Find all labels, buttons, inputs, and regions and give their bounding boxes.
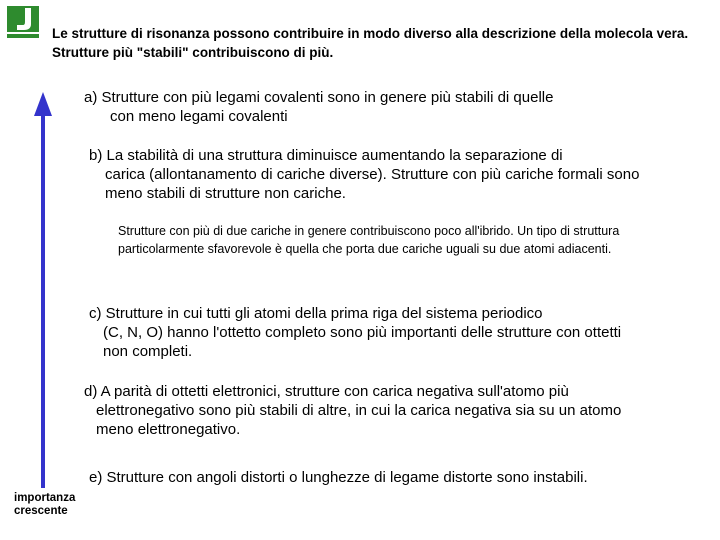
importance-label-line1: importanza <box>14 492 76 504</box>
university-logo <box>5 4 41 40</box>
rule-b <box>89 146 649 203</box>
rule-d-line1: d) A parità di ottetti elettronici, strutture con carica negativa sull'atomo più <box>84 383 569 400</box>
rule-a-line1: a) Strutture con più legami covalenti sono in genere più stabili di quelle <box>84 89 554 106</box>
rule-c-rest: (C, N, O) hanno l'ottetto completo sono più importanti delle strutture con ottetti non completi. <box>103 324 622 360</box>
rule-b-line1: b) La stabilità di una struttura diminuisce aumentando la separazione di <box>89 147 563 164</box>
rule-c <box>89 304 649 361</box>
rule-c-line1: c) Strutture in cui tutti gli atomi della prima riga del sistema periodico <box>89 305 543 322</box>
note-text: Strutture con più di due cariche in genere contribuiscono poco all'ibrido. Un tipo di struttura particolarmente sfavorevole è quella che porta due cariche uguali su due atomi adiacenti. <box>118 224 620 256</box>
rule-d <box>84 382 669 439</box>
rule-e-line1: e) Strutture con angoli distorti o lunghezze di legame distorte sono instabili. <box>89 469 588 486</box>
rule-a-rest: con meno legami covalenti <box>110 108 288 125</box>
rule-d-rest: elettronegativo sono più stabili di altre, in cui la carica negativa sia su un atomo meno elettronegativo. <box>96 402 622 438</box>
rule-a <box>84 88 654 126</box>
importance-label <box>14 492 75 518</box>
rule-e <box>89 468 709 487</box>
rule-b-rest: carica (allontanamento di cariche diverse). Strutture con più cariche formali sono meno stabili di strutture non cariche. <box>105 166 640 202</box>
importance-label-line2: crescente <box>14 505 68 517</box>
intro-text: Le strutture di risonanza possono contribuire in modo diverso alla descrizione della molecola vera. Strutture più "stabili" contribuiscono di più. <box>52 26 689 60</box>
importance-arrow-icon <box>30 92 60 488</box>
